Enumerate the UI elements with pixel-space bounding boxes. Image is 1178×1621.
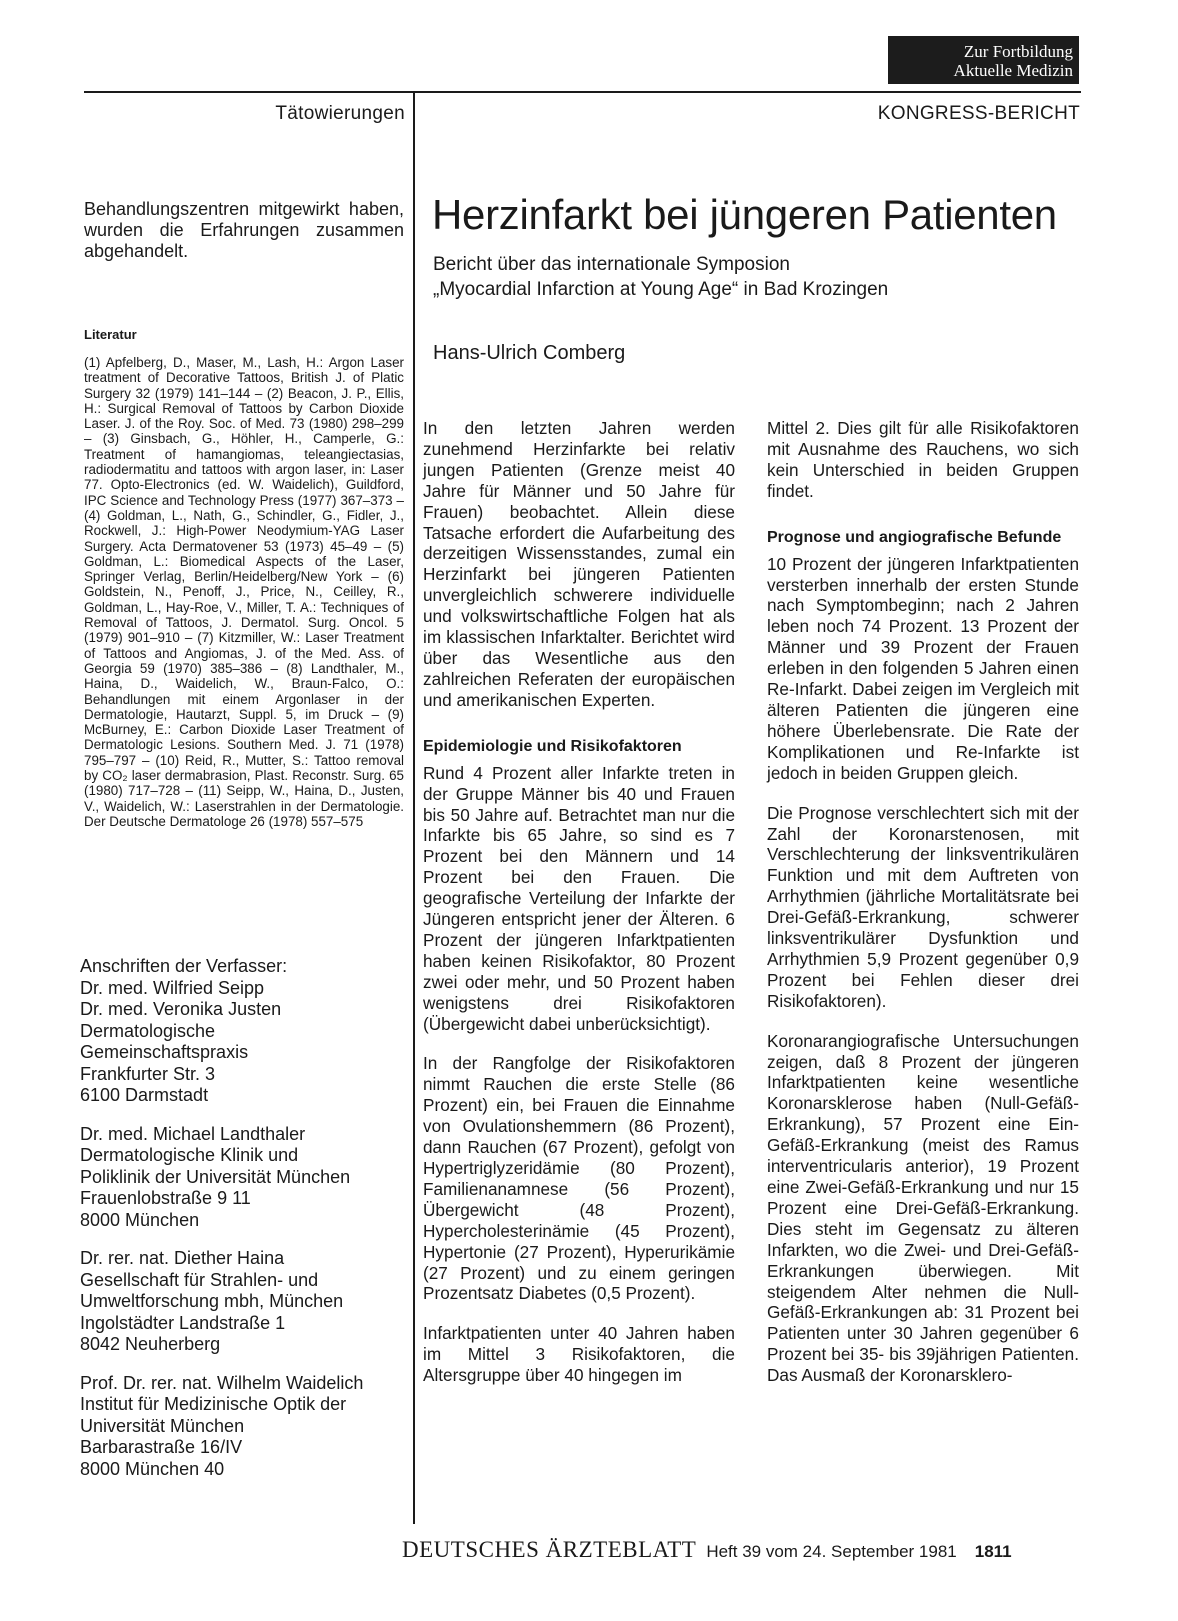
column-divider [413,91,415,1524]
address-line: 8042 Neuherberg [80,1334,221,1354]
address-line: Umweltforschung mbh, München [80,1291,344,1311]
address-block [80,1373,410,1481]
article-column-2 [767,418,1079,1405]
address-line: 6100 Darmstadt [80,1085,209,1105]
paragraph: Koronarangiografische Untersuchungen zeigen, daß 8 Prozent der jüngeren Infarktpatienten keine wesentliche Koronarsklerose haben (Null-Gefäß-Erkrankung), 57 Prozent eine Ein-Gefäß-Erkrankung (meist des Ramus interventricularis anterior), 19 Prozent eine Zwei-Gefäß-Erkrankung und nur 15 Prozent eine Drei-Gefäß-Erkrankung. Dies steht im Gegensatz zu älteren Infarkten, wo die Zwei- und Drei-Gefäß-Erkrankungen überwiegen. Mit steigendem Alter nehmen die Null-Gefäß-Erkrankungen ab: 31 Prozent bei Patienten unter 30 Jahren gegenüber 6 Prozent bei 35- bis 39jährigen Patienten. Das Ausmaß der Koronarsklero- [767,1030,1079,1386]
section-heading-prognosis: Prognose und angiografische Befunde [767,528,1062,546]
address-line: Frauenlobstraße 9 11 [80,1188,251,1208]
article-column-1 [423,418,735,1405]
paragraph: Die Prognose verschlechtert sich mit der Zahl der Koronarstenosen, mit Verschlechterung der linksventrikulären Funktion und mit dem Auftreten von Arrhythmien (jährliche Mortalitätsrate bei Drei-Gefäß-Erkrankung, schwerer linksventrikulärer Dysfunktion und Arrhythmien 5,9 Prozent gegenüber 0,9 Prozent bei Fehlen dieser drei Risikofaktoren). [767,802,1079,1011]
subtitle-line: „Myocardial Infarction at Young Age“ in Bad Krozingen [433,279,889,300]
section-badge [888,36,1079,84]
address-line: Prof. Dr. rer. nat. Wilhelm Waidelich [80,1372,364,1393]
address-line: Dr. med. Veronika Justen [80,999,282,1019]
reference-list: (1) Apfelberg, D., Maser, M., Lash, H.: Argon Laser treatment of Decorative Tattoos, British J. of Platic Surgery 32 (1979) 141–144 – (2) Beacon, J. P., Ellis, H.: Surgical Removal of Tattoos by Carbon Dioxide Laser. J. of the Roy. Soc. of Med. 73 (1980) 298–299 – (3) Ginsbach, G., Höhler, H., Camperle, G.: Treatment of hamangiomas, teleangiectasias, radiodermatitu and tattoos with argon laser, in: Laser 77. Opto-Electronics (ed. W. Waidelich), Guildford, IPC Science and Technology Press (1977) 367–373 – (4) Goldman, L., Nath, G., Schindler, G., Fidler, J., Rockwell, J.: High-Power Neodymium-YAG Laser Surgery. Acta Dermatovener 53 (1973) 45–49 – (5) Goldman, L.: Biomedical Aspects of the Laser, Springer Verlag, Berlin/Heidelberg/New York – (6) Goldstein, N., Penoff, J., Price, N., Ceilley, R., Goldman, L., Hay-Roe, V., Miller, T. A.: Techniques of Removal of Tattoos, J. Dermatol. Surg. Oncol. 5 (1979) 901–910 – (7) Kitzmiller, W.: Laser Treatment of Tattoos and Angiomas, J. of the Med. Ass. of Georgia 59 (1970) 385–386 – (8) Landthaler, M., Haina, D., Waidelich, W., Braun-Falco, O.: Behandlungen mit einem Argonlaser in der Dermatologie, Hautarzt, Suppl. 5, im Druck – (9) McBurney, E.: Carbon Dioxide Laser Treatment of Dermatologic Lesions. Southern Med. J. 71 (1978) 795–797 – (10) Reid, R., Mutter, S.: Tattoo removal by CO₂ laser dermabrasion, Plast. Reconstr. Surg. 65 (1980) 717–728 – (11) Seipp, W., Haina, D., Justen, V., Waidelich, W.: Laserstrahlen in der Dermatologie. Der Deutsche Dermatologe 26 (1978) 557–575 [84,355,404,829]
page-footer [402,1537,1072,1563]
paragraph: 10 Prozent der jüngeren Infarktpatienten versterben innerhalb der ersten Stunde nach Symptombeginn; nach 2 Jahren leben noch 74 Prozent. 13 Prozent der Männer und 39 Prozent der Frauen erleben in den folgenden 5 Jahren einen Re-Infarkt. Dabei zeigen im Vergleich mit älteren Patienten die jüngeren eine höhere Überlebensrate. Die Rate der Komplikationen und Re-Infarkte ist jedoch in beiden Gruppen gleich. [767,553,1079,783]
running-head-tattoos: Tätowierungen [275,103,405,124]
page-number: 1811 [974,1542,1012,1561]
running-head-congress-report: KONGRESS-BERICHT [877,103,1080,124]
paragraph: In den letzten Jahren werden zunehmend Herzinfarkte bei relativ jungen Patienten (Grenze meist 40 Jahre für Männer und 50 Jahre für Frauen) beobachtet. Allein diese Tatsache erfordert die Aufarbeitung des derzeitigen Wissensstandes, zumal ein Herzinfarkt bei jüngeren Patienten unvergleichlich schwerere individuelle und volkswirtschaftliche Folgen hat als im klassischen Infarktalter. Berichtet wird über das Wesentliche aus den zahlreichen Referaten der europäischen und amerikanischen Experten. [423,418,735,710]
address-line: Barbarastraße 16/IV [80,1437,243,1457]
header-rule [84,91,1081,93]
article-subtitle [433,252,1053,302]
literature-heading: Literatur [84,327,137,342]
address-line: Poliklinik der Universität München [80,1166,351,1187]
previous-article-ending: Behandlungszentren mitgewirkt haben, wurden die Erfahrungen zusammen abgehandelt. [84,199,404,261]
address-block [80,1248,410,1356]
address-line: Institut für Medizinische Optik der [80,1394,347,1414]
subtitle-line: Bericht über das internationale Symposion [433,254,790,275]
address-line: Dr. med. Michael Landthaler [80,1123,306,1144]
journal-name: DEUTSCHES ÄRZTEBLATT [402,1537,697,1562]
address-line: Anschriften der Verfasser: [80,956,288,976]
badge-line-fortbildung: Zur Fortbildung [963,42,1073,61]
address-line: 8000 München 40 [80,1458,225,1479]
address-line: Gemeinschaftspraxis [80,1042,249,1062]
address-line: Dr. med. Wilfried Seipp [80,977,265,998]
address-line: Ingolstädter Landstraße 1 [80,1312,286,1333]
article-title: Herzinfarkt bei jüngeren Patienten [432,191,1057,238]
address-line: Gesellschaft für Strahlen- und [80,1269,319,1290]
address-block [80,1124,410,1232]
address-line: Universität München [80,1415,245,1436]
article-author: Hans-Ulrich Comberg [433,342,626,364]
paragraph: In der Rangfolge der Risikofaktoren nimmt Rauchen die erste Stelle (86 Prozent) ein, bei Frauen die Einnahme von Ovulationshemmern (86 Prozent), dann Rauchen (67 Prozent), gefolgt von Hypertriglyzeridämie (80 Prozent), Familienanamnese (56 Prozent), Übergewicht (48 Prozent), Hypercholesterinämie (45 Prozent), Hypertonie (27 Prozent), Hyperurikämie (27 Prozent) und zu einem geringen Prozentsatz Diabetes (0,5 Prozent). [423,1053,735,1304]
issue-info: Heft 39 vom 24. September 1981 [706,1542,957,1561]
address-line: 8000 München [80,1209,200,1230]
paragraph: Infarktpatienten unter 40 Jahren haben im Mittel 3 Risikofaktoren, die Altersgruppe über 40 hingegen im [423,1323,735,1386]
paragraph: Rund 4 Prozent aller Infarkte treten in der Gruppe Männer bis 40 und Frauen bis 50 Jahre auf. Betrachtet man nur die Infarkte bis 65 Jahre, so sind es 7 Prozent bei den Männern und 14 Prozent bei den Frauen. Die geografische Verteilung der Infarkte der Jüngeren entspricht jener der Älteren. 6 Prozent der jüngeren Infarktpatienten haben keinen Risikofaktor, 80 Prozent zwei oder mehr, und 50 Prozent haben wenigstens drei Risikofaktoren (Übergewicht dabei unberücksichtigt). [423,762,735,1034]
address-block [80,956,410,1107]
badge-line-aktuelle-medizin: Aktuelle Medizin [953,61,1073,80]
author-addresses [80,956,410,1497]
paragraph: Mittel 2. Dies gilt für alle Risikofaktoren mit Ausnahme des Rauchens, wo sich kein Unterschied in beiden Gruppen findet. [767,418,1079,501]
address-line: Dr. rer. nat. Diether Haina [80,1248,285,1268]
address-line: Dermatologische Klinik und [80,1145,299,1165]
section-heading-epidemiology: Epidemiologie und Risikofaktoren [423,737,682,755]
address-line: Frankfurter Str. 3 [80,1063,216,1084]
address-line: Dermatologische [80,1020,216,1041]
